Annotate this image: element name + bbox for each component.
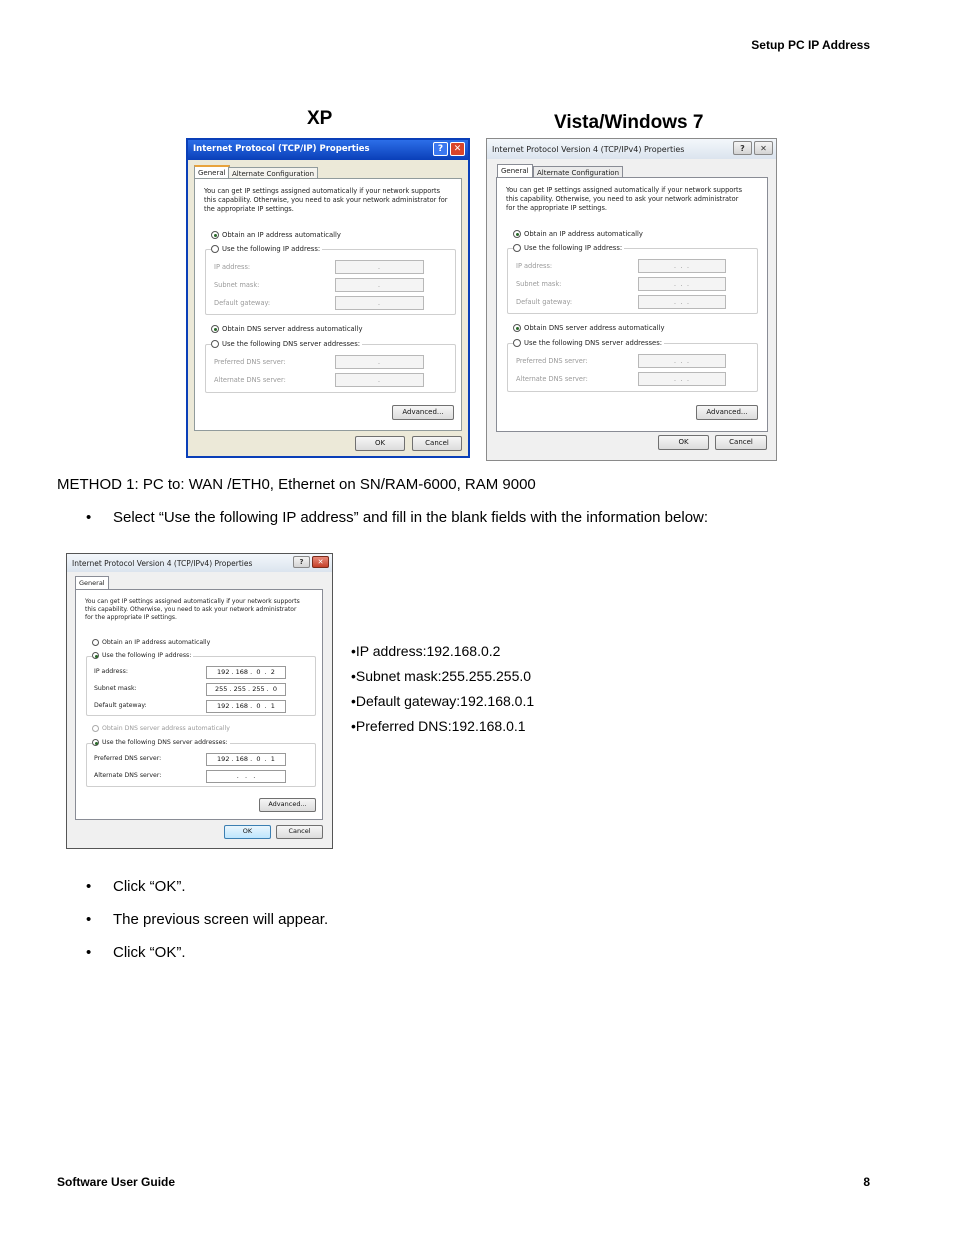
radio-label: Obtain DNS server address automatically (222, 325, 363, 333)
config-use-ip-radio[interactable] (92, 652, 193, 659)
radio-selected-icon (513, 230, 521, 238)
config-alt-dns-label: Alternate DNS server: (94, 772, 162, 779)
step-click-ok-2: Click “OK”. (113, 944, 186, 961)
settings-item-ip: •IP address:192.168.0.2 (351, 643, 501, 659)
help-icon[interactable]: ? (733, 141, 752, 155)
settings-item-subnet: •Subnet mask:255.255.255.0 (351, 668, 532, 684)
vista-subnet-field[interactable]: . . . (638, 277, 726, 291)
vista-general-panel (496, 177, 768, 432)
footer-title: Software User Guide (57, 1175, 176, 1189)
config-pref-dns-label: Preferred DNS server: (94, 755, 162, 762)
vista-label: Vista/Windows 7 (554, 112, 704, 133)
page-number: 8 (863, 1175, 870, 1189)
radio-icon (92, 725, 99, 732)
config-cancel-button[interactable]: Cancel (276, 825, 323, 839)
xp-pref-dns-label: Preferred DNS server: (214, 358, 286, 366)
vista-obtain-dns-radio[interactable] (513, 324, 665, 332)
vista-ok-button[interactable]: OK (658, 435, 709, 450)
bullet-icon: • (86, 509, 92, 526)
radio-label: Use the following DNS server addresses: (102, 739, 228, 746)
bullet-icon: • (86, 878, 92, 895)
vista-tab-alternate[interactable]: Alternate Configuration (533, 166, 623, 178)
radio-icon (513, 244, 521, 252)
config-dialog (66, 553, 333, 849)
vista-pref-dns-label: Preferred DNS server: (516, 357, 588, 365)
config-gateway-label: Default gateway: (94, 702, 147, 709)
select-instruction: Select “Use the following IP address” and fill in the blank fields with the information below: (113, 509, 709, 526)
xp-use-ip-radio[interactable] (211, 245, 322, 253)
xp-subnet-field[interactable]: . (335, 278, 424, 292)
radio-label: Use the following IP address: (524, 244, 623, 252)
vista-cancel-button[interactable]: Cancel (715, 435, 767, 450)
vista-subnet-label: Subnet mask: (516, 280, 562, 288)
vista-use-ip-radio[interactable] (513, 244, 624, 252)
xp-ip-label: IP address: (214, 263, 251, 271)
xp-ip-field[interactable]: . (335, 260, 424, 274)
xp-label: XP (307, 108, 333, 129)
radio-selected-icon (211, 325, 219, 333)
xp-gateway-label: Default gateway: (214, 299, 271, 307)
method-heading: METHOD 1: PC to: WAN /ETH0, Ethernet on SN/RAM-6000, RAM 9000 (57, 476, 536, 493)
xp-tab-general[interactable]: General (194, 165, 230, 178)
xp-tab-alternate[interactable]: Alternate Configuration (228, 167, 318, 178)
config-subnet-label: Subnet mask: (94, 685, 137, 692)
config-ok-button[interactable]: OK (224, 825, 271, 839)
radio-icon (513, 339, 521, 347)
radio-icon (211, 340, 219, 348)
config-subnet-field[interactable]: 255 . 255 . 255 . 0 (206, 683, 286, 696)
xp-use-dns-radio[interactable] (211, 340, 362, 348)
config-gateway-field[interactable]: 192 . 168 . 0 . 1 (206, 700, 286, 713)
vista-gateway-label: Default gateway: (516, 298, 573, 306)
xp-advanced-button[interactable]: Advanced... (392, 405, 454, 420)
vista-ip-label: IP address: (516, 262, 553, 270)
xp-title: Internet Protocol (TCP/IP) Properties (193, 144, 370, 154)
radio-label: Obtain DNS server address automatically (524, 324, 665, 332)
vista-title: Internet Protocol Version 4 (TCP/IPv4) Properties (492, 145, 685, 154)
vista-ip-field[interactable]: . . . (638, 259, 726, 273)
vista-pref-dns-field[interactable]: . . . (638, 354, 726, 368)
config-obtain-ip-radio[interactable] (92, 639, 210, 646)
radio-label: Use the following DNS server addresses: (524, 339, 663, 347)
config-intro-text: You can get IP settings assigned automatically if your network supports this capability. Otherwise, you need to ask your network administrator for the appropriate IP settings. (85, 598, 300, 621)
settings-item-dns: •Preferred DNS:192.168.0.1 (351, 718, 526, 734)
radio-selected-icon (92, 652, 99, 659)
vista-intro-text: You can get IP settings assigned automatically if your network supports this capability. Otherwise, you need to ask your network administrator for the appropriate IP settings. (506, 186, 743, 212)
radio-icon (211, 245, 219, 253)
config-titlebar (67, 554, 332, 572)
close-icon[interactable]: ✕ (754, 141, 773, 155)
help-icon[interactable]: ? (433, 142, 448, 156)
vista-alt-dns-field[interactable]: . . . (638, 372, 726, 386)
vista-use-dns-radio[interactable] (513, 339, 664, 347)
xp-gateway-field[interactable]: . (335, 296, 424, 310)
settings-list (351, 639, 534, 739)
config-title: Internet Protocol Version 4 (TCP/IPv4) Properties (72, 559, 253, 568)
radio-label: Obtain DNS server address automatically (102, 725, 230, 732)
config-advanced-button[interactable]: Advanced... (259, 798, 316, 812)
step-previous-screen: The previous screen will appear. (113, 911, 329, 928)
vista-obtain-ip-radio[interactable] (513, 230, 643, 238)
radio-selected-icon (513, 324, 521, 332)
radio-label: Use the following DNS server addresses: (222, 340, 361, 348)
vista-advanced-button[interactable]: Advanced... (696, 405, 758, 420)
xp-cancel-button[interactable]: Cancel (412, 436, 462, 451)
vista-tab-general[interactable]: General (497, 164, 533, 178)
close-icon[interactable]: ✕ (312, 556, 329, 568)
xp-titlebar (188, 140, 468, 160)
xp-intro-text: You can get IP settings assigned automatically if your network supports this capability. Otherwise, you need to ask your network administrator for the appropriate IP settings. (204, 187, 448, 213)
vista-alt-dns-label: Alternate DNS server: (516, 375, 588, 383)
xp-pref-dns-field[interactable]: . (335, 355, 424, 369)
config-obtain-dns-radio[interactable] (92, 725, 230, 732)
xp-subnet-label: Subnet mask: (214, 281, 260, 289)
xp-dialog (186, 138, 470, 458)
radio-label: Obtain an IP address automatically (222, 231, 341, 239)
step-click-ok-1: Click “OK”. (113, 878, 186, 895)
xp-alt-dns-field[interactable]: . (335, 373, 424, 387)
section-header: Setup PC IP Address (751, 38, 870, 52)
vista-titlebar (487, 139, 776, 159)
radio-label: Use the following IP address: (102, 652, 192, 659)
xp-general-panel (194, 178, 462, 431)
close-icon[interactable]: ✕ (450, 142, 465, 156)
radio-selected-icon (211, 231, 219, 239)
xp-ok-button[interactable]: OK (355, 436, 405, 451)
config-tab-general[interactable]: General (75, 576, 109, 590)
config-ip-field[interactable]: 192 . 168 . 0 . 2 (206, 666, 286, 679)
config-ip-label: IP address: (94, 668, 128, 675)
radio-label: Obtain an IP address automatically (524, 230, 643, 238)
vista-gateway-field[interactable]: . . . (638, 295, 726, 309)
xp-alt-dns-label: Alternate DNS server: (214, 376, 286, 384)
radio-label: Obtain an IP address automatically (102, 639, 211, 646)
bullet-icon: • (86, 911, 92, 928)
config-general-panel (75, 589, 323, 820)
vista-dialog (486, 138, 777, 461)
radio-selected-icon (92, 739, 99, 746)
help-icon[interactable]: ? (293, 556, 310, 568)
config-pref-dns-field[interactable]: 192 . 168 . 0 . 1 (206, 753, 286, 766)
bullet-icon: • (86, 944, 92, 961)
xp-obtain-ip-radio[interactable] (211, 231, 341, 239)
config-use-dns-radio[interactable] (92, 739, 230, 746)
radio-label: Use the following IP address: (222, 245, 321, 253)
radio-icon (92, 639, 99, 646)
config-alt-dns-field[interactable]: . . . (206, 770, 286, 783)
settings-item-gateway: •Default gateway:192.168.0.1 (351, 693, 535, 709)
xp-obtain-dns-radio[interactable] (211, 325, 363, 333)
